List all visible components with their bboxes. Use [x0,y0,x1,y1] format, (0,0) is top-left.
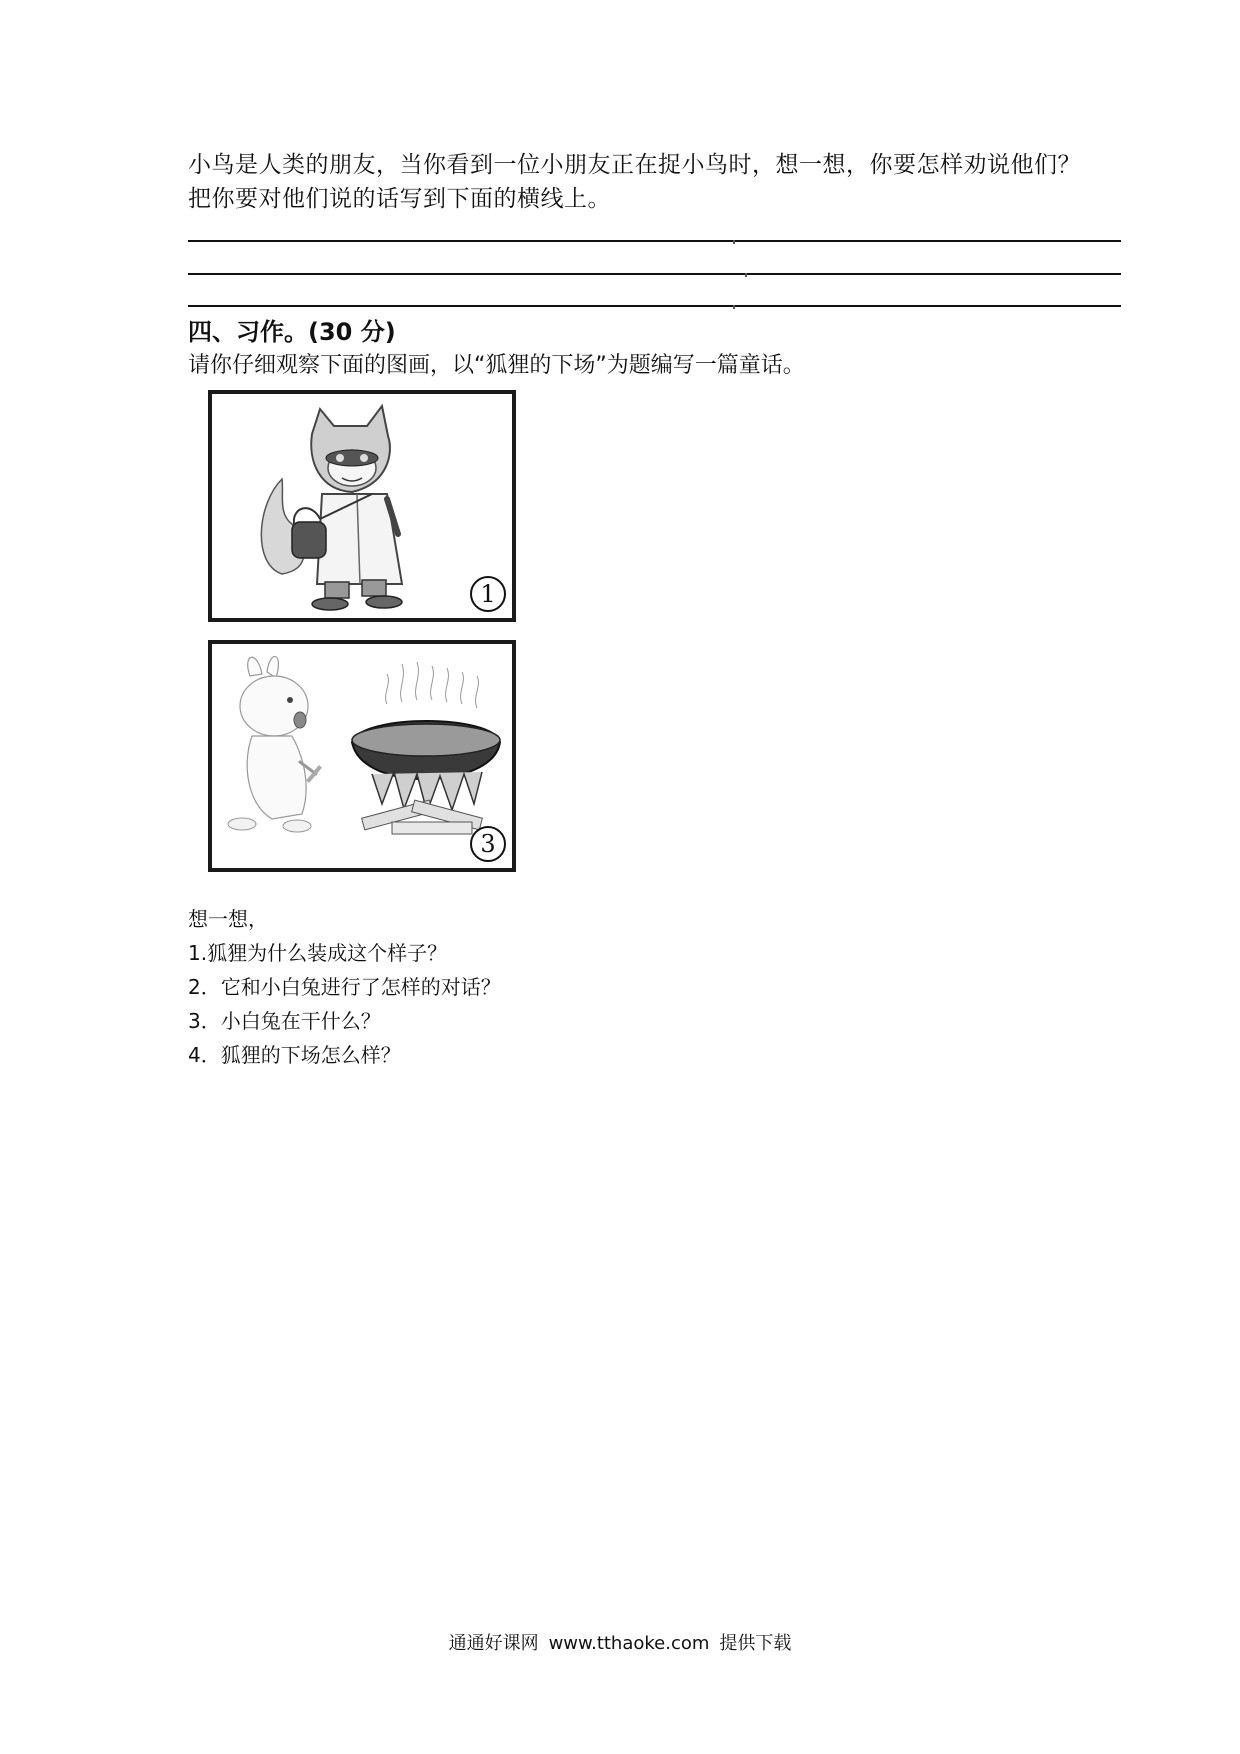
answer-line-2[interactable] [188,273,1121,275]
answer-line-3[interactable] [188,305,1121,307]
section-instruction: 请你仔细观察下面的图画，以“狐狸的下场”为题编写一篇童话。 [188,353,805,378]
prompt-line-2: 把你要对他们说的话写到下面的横线上。 [188,186,611,212]
picture-fox-disguise [208,390,516,622]
footer-site-name: 通通好课网 [448,1633,539,1654]
question-item: 1.狐狸为什么装成这个样子？ [188,941,448,965]
picture-number-1: 1 [470,576,506,612]
questions-intro: 想一想， [188,907,268,931]
question-item: 4．狐狸的下场怎么样？ [188,1043,401,1067]
guiding-questions [188,902,501,1072]
question-item: 2．它和小白兔进行了怎样的对话？ [188,975,501,999]
picture-number-3: 3 [470,826,506,862]
question-item: 3．小白兔在干什么？ [188,1009,381,1033]
prompt-line-1: 小鸟是人类的朋友，当你看到一位小朋友正在捉小鸟时，想一想，你要怎样劝说他们？ [188,152,1081,178]
footer-url[interactable]: www.tthaoke.com [548,1633,710,1654]
section-title: 四、习作。(30 分) [188,318,396,346]
page-footer [0,1632,1240,1656]
fox-illustration [212,394,512,618]
rabbit-pot-illustration [212,644,512,868]
picture-rabbit-pot [208,640,516,872]
writing-prompt [188,148,1128,216]
footer-suffix: 提供下载 [719,1633,792,1654]
answer-line-1[interactable] [188,240,1121,242]
